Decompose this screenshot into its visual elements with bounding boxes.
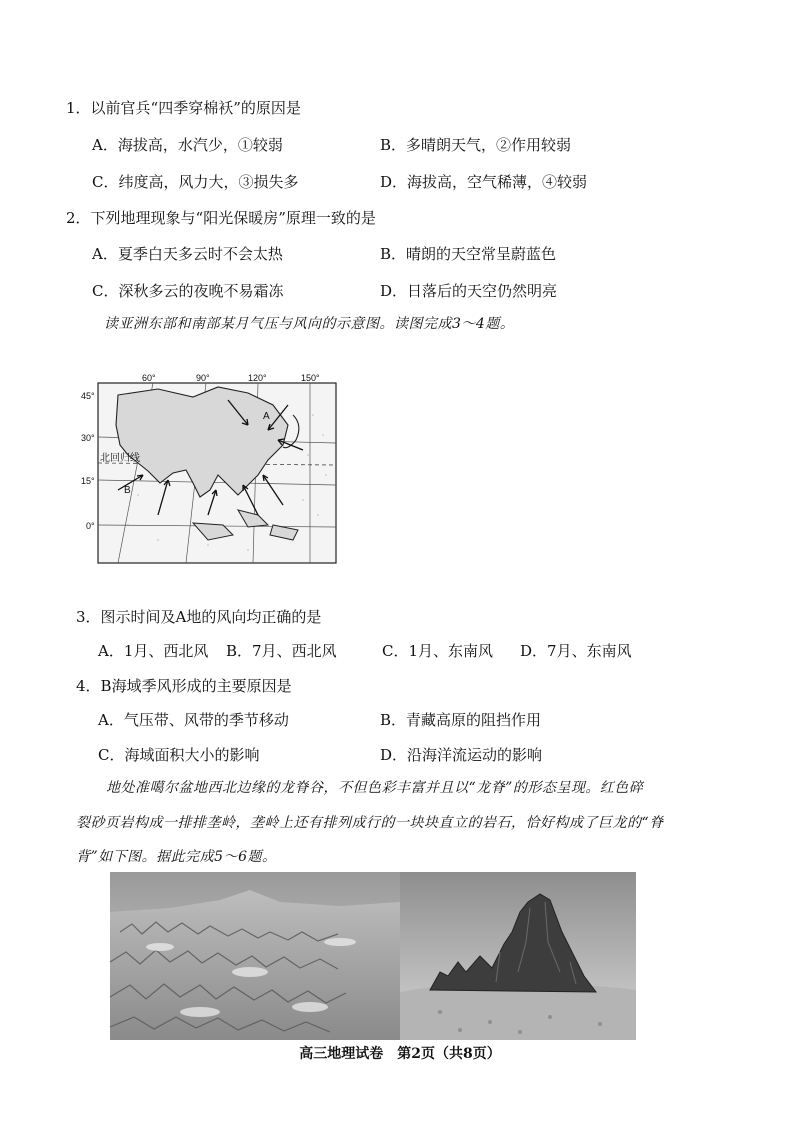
question-2-option-c: C．深秋多云的夜晚不易霜冻 bbox=[92, 282, 284, 300]
question-3-option-b: B．7月、西北风 bbox=[226, 642, 337, 660]
tropic-label: 北回归线 bbox=[100, 453, 140, 464]
question-1-option-b: B．多晴朗天气，②作用较弱 bbox=[380, 136, 572, 154]
question-2-option-a: A．夏季白天多云时不会太热 bbox=[92, 245, 283, 263]
question-1-stem: 1．以前官兵“四季穿棉袄”的原因是 bbox=[66, 99, 301, 117]
question-3-option-d: D．7月、东南风 bbox=[520, 642, 632, 660]
question-3-option-a: A．1月、西北风 bbox=[98, 642, 209, 660]
question-3-option-c: C．1月、东南风 bbox=[382, 642, 494, 660]
question-4-option-a: A．气压带、风带的季节移动 bbox=[98, 711, 289, 729]
question-2-option-d: D．日落后的天空仍然明亮 bbox=[380, 282, 558, 300]
lat-label-0: 0° bbox=[86, 521, 95, 531]
lon-label-120: 120° bbox=[248, 373, 267, 383]
question-2-option-b: B．晴朗的天空常呈蔚蓝色 bbox=[380, 245, 557, 263]
rock-spine-photo bbox=[400, 872, 636, 1040]
point-b-label: B bbox=[124, 485, 131, 496]
lat-label-15: 15° bbox=[81, 476, 95, 486]
asia-pressure-wind-map bbox=[81, 373, 338, 565]
lon-label-150: 150° bbox=[301, 373, 320, 383]
page-footer: 高三地理试卷 第2页（共8页） bbox=[299, 1046, 501, 1062]
question-4-option-c: C．海域面积大小的影响 bbox=[98, 746, 260, 764]
passage-line-3: 背”如下图。据此完成5～6题。 bbox=[76, 849, 277, 865]
lat-label-45: 45° bbox=[81, 391, 95, 401]
question-1-option-d: D．海拔高，空气稀薄，④较弱 bbox=[380, 173, 588, 191]
map-intro: 读亚洲东部和南部某月气压与风向的示意图。读图完成3～4题。 bbox=[104, 316, 515, 332]
question-4-option-b: B．青藏高原的阻挡作用 bbox=[380, 711, 542, 729]
point-a-label: A bbox=[263, 411, 270, 422]
lon-label-60: 60° bbox=[142, 373, 156, 383]
question-2-stem: 2．下列地理现象与“阳光保暖房”原理一致的是 bbox=[66, 209, 376, 227]
passage-line-2: 裂砂页岩构成一排排垄岭，垄岭上还有排列成行的一块块直立的岩石，恰好构成了巨龙的“脊 bbox=[76, 815, 664, 831]
question-3-stem: 3．图示时间及A地的风向均正确的是 bbox=[76, 608, 322, 626]
ridge-landscape-photo bbox=[110, 872, 400, 1040]
question-1-option-a: A．海拔高，水汽少，①较弱 bbox=[92, 136, 283, 154]
passage-line-1: 地处准噶尔盆地西北边缘的龙脊谷，不但色彩丰富并且以“龙脊”的形态呈现。红色碎 bbox=[106, 780, 644, 796]
question-1-option-c: C．纬度高，风力大，③损失多 bbox=[92, 173, 299, 191]
lat-label-30: 30° bbox=[81, 433, 95, 443]
question-4-stem: 4．B海域季风形成的主要原因是 bbox=[76, 677, 292, 695]
question-4-option-d: D．沿海洋流运动的影响 bbox=[380, 746, 543, 764]
lon-label-90: 90° bbox=[196, 373, 210, 383]
